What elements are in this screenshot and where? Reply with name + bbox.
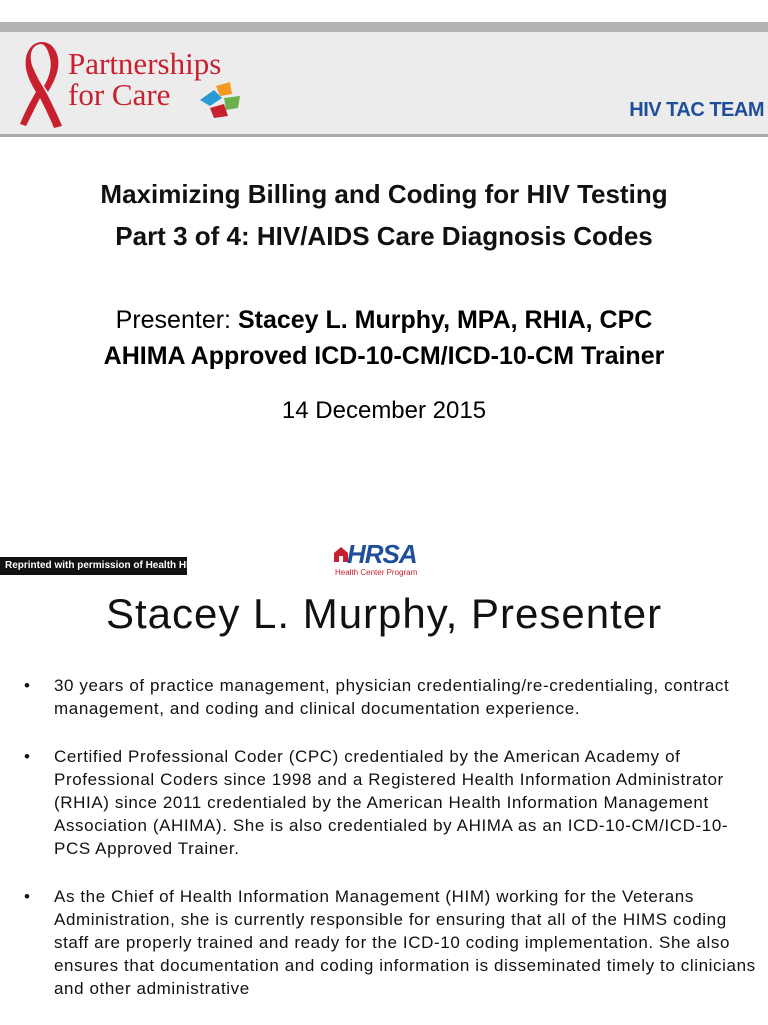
trainer-line: AHIMA Approved ICD-10-CM/ICD-10-CM Trainer bbox=[103, 342, 665, 370]
presenter-name: Stacey L. Murphy, MPA, RHIA, CPC bbox=[237, 306, 653, 334]
presentation-date: 14 December 2015 bbox=[281, 397, 487, 424]
hrsa-logo bbox=[333, 539, 443, 579]
bullet-text: As the Chief of Health Information Management (HIM) working for the Veterans Administration, she is currently responsible for ensuring that all of the HIMS coding staff are properly trained and ready for the ICD-10 coding implementation. She also ensures that documentation and coding information is disseminated timely to clinicians and other administrative bbox=[54, 887, 756, 998]
colorful-hands-icon bbox=[196, 80, 244, 120]
logo-line-2: for Care bbox=[68, 77, 171, 112]
header-divider bbox=[0, 134, 768, 137]
reprint-permission-badge: Reprinted with permission of Health HIV bbox=[0, 557, 187, 575]
bio-bullet bbox=[22, 885, 762, 1000]
presenter-line bbox=[0, 302, 768, 338]
red-ribbon-icon bbox=[18, 40, 70, 130]
hrsa-wordmark: HRSA bbox=[347, 539, 417, 569]
presenter-prefix: Presenter: bbox=[115, 306, 238, 334]
bullet-dot-icon: • bbox=[24, 676, 31, 695]
bullet-text: Certified Professional Coder (CPC) credentialed by the American Academy of Professional Coders since 1998 and a Registered Health Information Administrator (RHIA) since 2011 credentialed by the American Health Information Management Association (AHIMA). She is also credentialed by AHIMA as an ICD-10-CM/ICD-10-PCS Approved Trainer. bbox=[54, 747, 729, 858]
bio-bullet-list bbox=[22, 674, 762, 1025]
bullet-text: 30 years of practice management, physician credentialing/re-credentialing, contract management, and coding and clinical documentation experience. bbox=[54, 676, 730, 718]
bullet-dot-icon: • bbox=[24, 887, 31, 906]
presenter-slide-title: Stacey L. Murphy, Presenter bbox=[105, 590, 663, 637]
slide-title-line-2: Part 3 of 4: HIV/AIDS Care Diagnosis Codes bbox=[115, 221, 653, 251]
logo-line-1: Partnerships bbox=[68, 46, 222, 81]
bullet-dot-icon: • bbox=[24, 747, 31, 766]
bio-bullet bbox=[22, 674, 762, 720]
slide-title-line-1: Maximizing Billing and Coding for HIV Testing bbox=[100, 179, 668, 209]
hrsa-subtitle: Health Center Program bbox=[335, 568, 418, 577]
top-rule bbox=[0, 22, 768, 32]
hiv-tac-team-label: HIV TAC TEAM bbox=[629, 99, 764, 121]
partnerships-for-care-logo bbox=[18, 40, 288, 130]
bio-bullet bbox=[22, 745, 762, 860]
